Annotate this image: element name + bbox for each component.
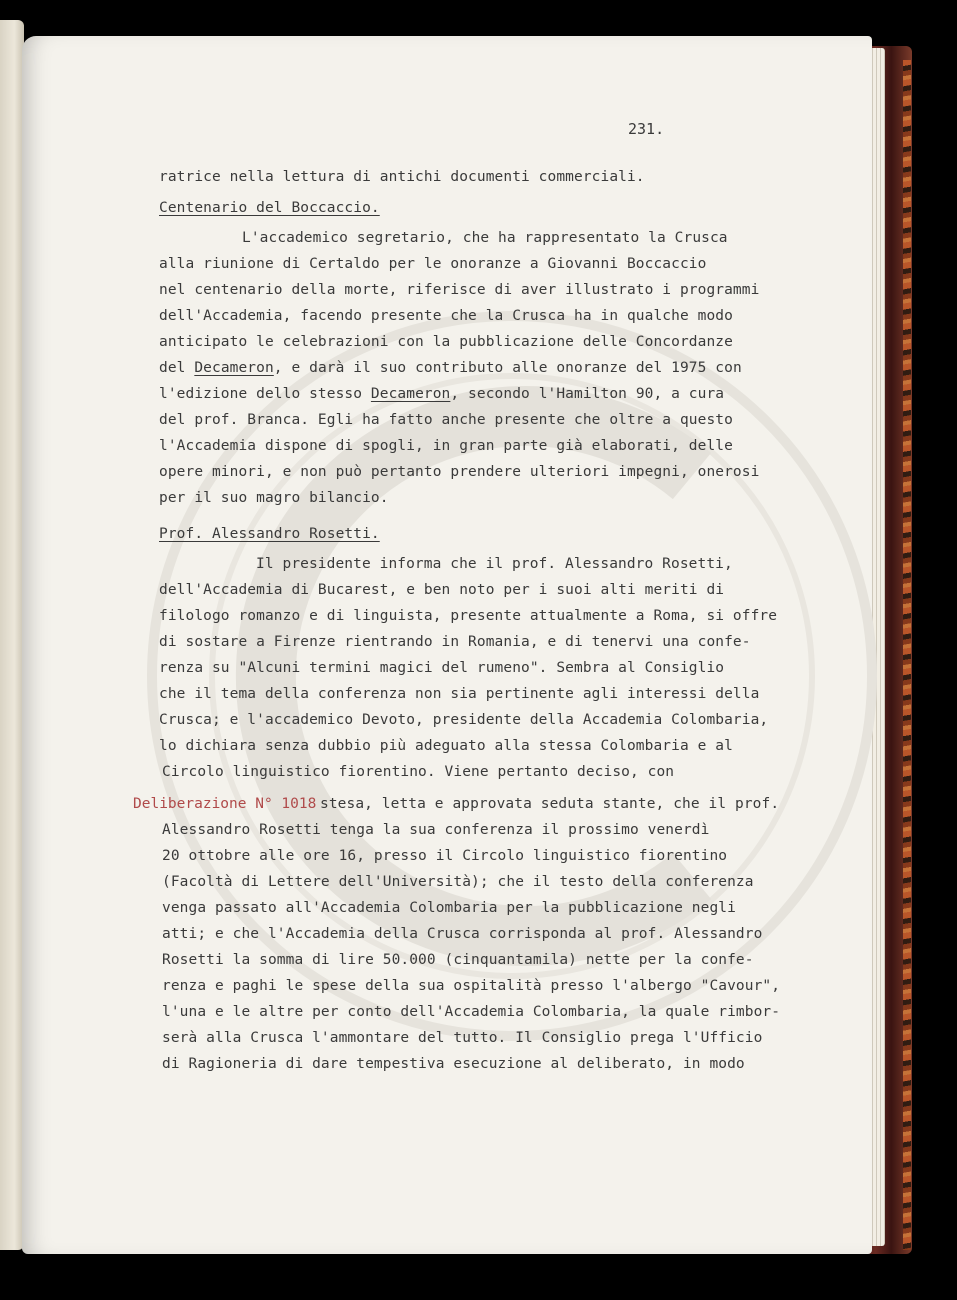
text-line: Alessandro Rosetti tenga la sua conferenza il prossimo venerdì xyxy=(162,822,710,838)
text-line: che il tema della conferenza non sia pertinente agli interessi della xyxy=(159,686,760,702)
text-line: opere minori, e non può pertanto prendere ulteriori impegni, onerosi xyxy=(159,464,760,480)
margin-note-deliberazione: Deliberazione N° 1018 xyxy=(133,796,317,812)
text-line: per il suo magro bilancio. xyxy=(159,490,389,506)
text-line: dell'Accademia di Bucarest, e ben noto per i suoi alti meriti di xyxy=(159,582,725,598)
text-line: venga passato all'Accademia Colombaria per la pubblicazione negli xyxy=(162,900,736,916)
text-line: lo dichiara senza dubbio più adeguato alla stessa Colombaria e al xyxy=(159,738,733,754)
text-line xyxy=(159,360,742,376)
text-segment: , secondo l'Hamilton 90, a cura xyxy=(450,386,725,402)
title-decameron: Decameron xyxy=(194,360,274,376)
text-line: filologo romanzo e di linguista, presente attualmente a Roma, si offre xyxy=(159,608,778,624)
text-line: del prof. Branca. Egli ha fatto anche presente che oltre a questo xyxy=(159,412,733,428)
text-line: Rosetti la somma di lire 50.000 (cinquantamila) nette per la confe- xyxy=(162,952,754,968)
text-line: 20 ottobre alle ore 16, presso il Circolo linguistico fiorentino xyxy=(162,848,728,864)
text-line: (Facoltà di Lettere dell'Università); che il testo della conferenza xyxy=(162,874,754,890)
text-line: dell'Accademia, facendo presente che la Crusca ha in qualche modo xyxy=(159,308,733,324)
marbled-edge xyxy=(903,60,911,1250)
text-line: serà alla Crusca l'ammontare del tutto. Il Consiglio prega l'Ufficio xyxy=(162,1030,763,1046)
text-line: Circolo linguistico fiorentino. Viene pertanto deciso, con xyxy=(162,764,675,780)
text-line: l'una e le altre per conto dell'Accademia Colombaria, la quale rimbor- xyxy=(162,1004,781,1020)
text-line: nel centenario della morte, riferisce di aver illustrato i programmi xyxy=(159,282,760,298)
text-line: L'accademico segretario, che ha rappresentato la Crusca xyxy=(242,230,728,246)
text-line: l'Accademia dispone di spogli, in gran parte già elaborati, delle xyxy=(159,438,733,454)
text-line: renza su "Alcuni termini magici del rumeno". Sembra al Consiglio xyxy=(159,660,725,676)
text-line xyxy=(159,386,724,402)
text-line: stesa, letta e approvata seduta stante, che il prof. xyxy=(320,796,780,812)
text-segment: del xyxy=(159,360,195,376)
text-line: di sostare a Firenze rientrando in Romania, e di tenervi una confe- xyxy=(159,634,751,650)
section-heading-boccaccio: Centenario del Boccaccio. xyxy=(159,200,380,216)
page-content xyxy=(22,36,872,1254)
text-line: di Ragioneria di dare tempestiva esecuzione al deliberato, in modo xyxy=(162,1056,745,1072)
text-segment: l'edizione dello stesso xyxy=(159,386,371,402)
text-line: ratrice nella lettura di antichi documenti commerciali. xyxy=(159,169,645,185)
text-line: alla riunione di Certaldo per le onoranze a Giovanni Boccaccio xyxy=(159,256,707,272)
page-number: 231. xyxy=(628,120,665,138)
text-line: Crusca; e l'accademico Devoto, presidente della Accademia Colombaria, xyxy=(159,712,769,728)
text-line: renza e paghi le spese della sua ospitalità presso l'albergo "Cavour", xyxy=(162,978,781,994)
text-line: anticipato le celebrazioni con la pubblicazione delle Concordanze xyxy=(159,334,733,350)
facing-page-edge xyxy=(0,20,24,1250)
section-heading-rosetti: Prof. Alessandro Rosetti. xyxy=(159,526,380,542)
text-line: Il presidente informa che il prof. Alessandro Rosetti, xyxy=(256,556,733,572)
text-line: atti; e che l'Accademia della Crusca corrisponda al prof. Alessandro xyxy=(162,926,763,942)
title-decameron: Decameron xyxy=(370,386,451,402)
text-segment: , e darà il suo contributo alle onoranze del 1975 con xyxy=(273,360,742,376)
document-page xyxy=(22,36,872,1254)
